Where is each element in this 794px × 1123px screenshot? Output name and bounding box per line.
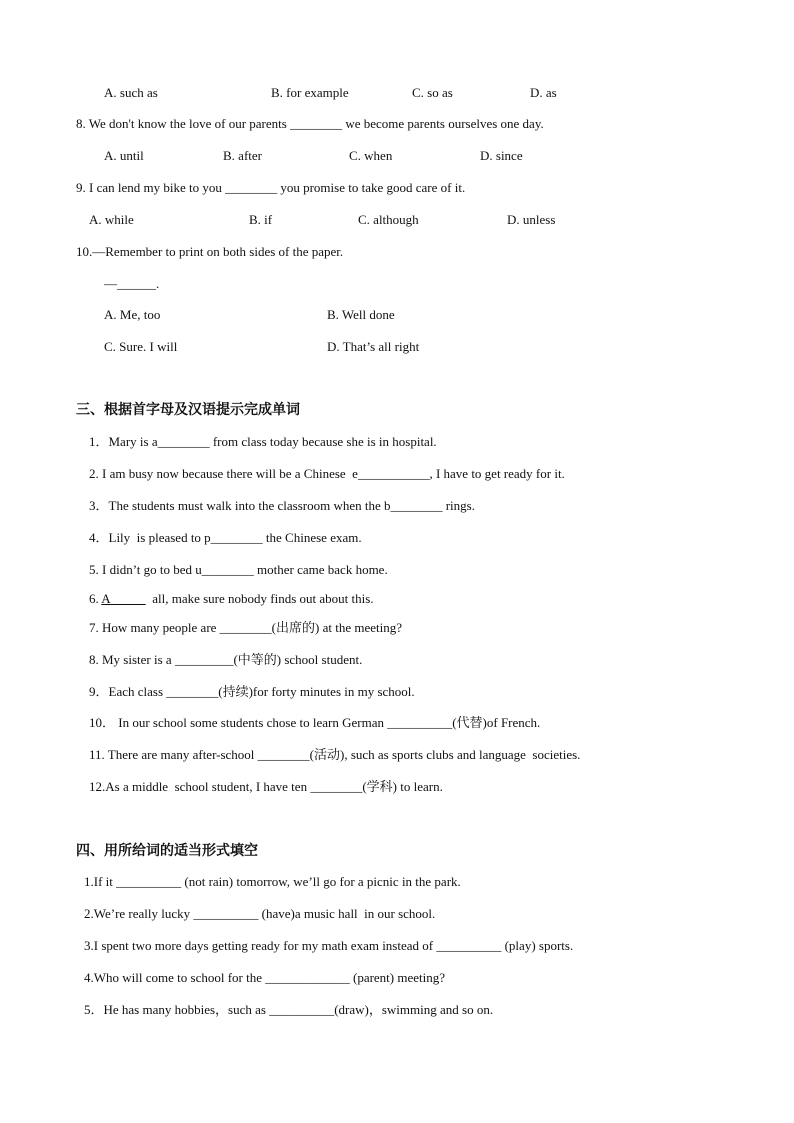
s4-item-3: 3.I spent two more days getting ready for my math exam instead of __________ (play) sports. — [84, 938, 574, 953]
s3-item-10: 10． In our school some students chose to learn German __________(代替)of French. — [89, 715, 541, 730]
q10-option-a[interactable]: A. Me, too — [104, 307, 161, 322]
s3-item-5: 5. I didn’t go to bed u________ mother came back home. — [89, 562, 388, 577]
s4-item-1: 1.If it __________ (not rain) tomorrow, we’ll go for a picnic in the park. — [84, 874, 461, 889]
section3-heading: 三、根据首字母及汉语提示完成单词 — [76, 402, 300, 418]
section4-heading: 四、用所给词的适当形式填空 — [76, 843, 258, 859]
q8-option-b[interactable]: B. after — [223, 148, 262, 163]
q9-option-d[interactable]: D. unless — [507, 212, 556, 227]
q7-option-a[interactable]: A. such as — [104, 85, 158, 100]
q10-stem: 10.—Remember to print on both sides of the paper. — [76, 244, 344, 259]
s3-item-8: 8. My sister is a _________(中等的) school student. — [89, 652, 363, 667]
q9-stem: 9. I can lend my bike to you ________ you promise to take good care of it. — [76, 180, 466, 195]
s3-item-7: 7. How many people are ________(出席的) at the meeting? — [89, 620, 402, 635]
s3-item-11: 11. There are many after-school ________(活动), such as sports clubs and language societies. — [89, 747, 581, 762]
q8-option-d[interactable]: D. since — [480, 148, 523, 163]
s3-item-2: 2. I am busy now because there will be a Chinese e___________, I have to get ready for it. — [89, 466, 565, 481]
q8-stem: 8. We don't know the love of our parents ________ we become parents ourselves one day. — [76, 116, 544, 131]
s4-item-4: 4.Who will come to school for the _____________ (parent) meeting? — [84, 970, 446, 985]
s3-item-3: 3．The students must walk into the classroom when the b________ rings. — [89, 498, 475, 513]
q7-option-d[interactable]: D. as — [530, 85, 557, 100]
s3-item-6-number: 6. — [89, 591, 102, 606]
q9-option-b[interactable]: B. if — [249, 212, 273, 227]
q10-option-d[interactable]: D. That’s all right — [327, 339, 420, 354]
q10-option-c[interactable]: C. Sure. I will — [104, 339, 178, 354]
s3-item-6-rest: all, make sure nobody finds out about this. — [145, 591, 374, 606]
s3-item-4: 4．Lily is pleased to p________ the Chinese exam. — [89, 530, 362, 545]
q10-option-b[interactable]: B. Well done — [327, 307, 395, 322]
q9-option-a[interactable]: A. while — [89, 212, 134, 227]
s4-item-2: 2.We’re really lucky __________ (have)a music hall in our school. — [84, 906, 436, 921]
q7-option-c[interactable]: C. so as — [412, 85, 453, 100]
s3-item-1: 1．Mary is a________ from class today because she is in hospital. — [89, 434, 437, 449]
q8-option-a[interactable]: A. until — [104, 148, 144, 163]
s3-item-6-blank: A — [101, 591, 146, 606]
q10-reply-blank: —______. — [104, 276, 160, 291]
s4-item-5: 5．He has many hobbies，such as __________(draw)，swimming and so on. — [84, 1002, 494, 1017]
q9-option-c[interactable]: C. although — [358, 212, 419, 227]
s3-item-6 — [89, 591, 374, 607]
s3-item-9: 9．Each class ________(持续)for forty minutes in my school. — [89, 684, 415, 699]
s3-item-12: 12.As a middle school student, I have ten ________(学科) to learn. — [89, 779, 443, 794]
q8-option-c[interactable]: C. when — [349, 148, 393, 163]
q7-option-b[interactable]: B. for example — [271, 85, 349, 100]
